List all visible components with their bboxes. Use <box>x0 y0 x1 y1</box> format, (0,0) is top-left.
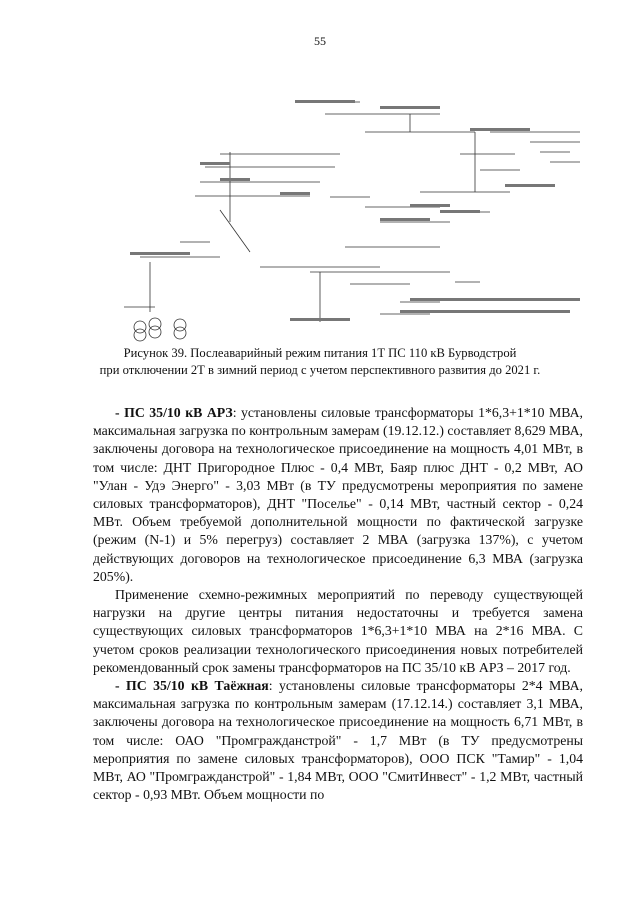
paragraph-measures <box>93 586 583 677</box>
paragraph-heading: - ПС 35/10 кВ Таёжная <box>115 678 269 694</box>
figure-caption <box>60 345 580 379</box>
network-diagram <box>110 92 585 342</box>
paragraph-taezhnaya <box>93 677 583 804</box>
body-text <box>93 404 583 804</box>
caption-line-2: при отключении 2Т в зимний период с учетом перспективного развития до 2021 г. <box>99 363 541 377</box>
paragraph-text: : установлены силовые трансформаторы 2*4 МВА, максимальная загрузка по контрольным замерам (17.12.14.) составляет 3,1 МВА, заключены договора на технологическое присоединение на мощность 6,71 МВт, в том числе: ОАО "Промгражданстрой" - 1,7 МВт (в ТУ предусмотрены мероприятия по замене силовых трансформаторов), ООО ПСК "Тамир" - 1,04 МВт, АО "Промгражданстрой" - 1,84 МВт, ООО "СмитИнвест" - 1,2 МВт, частный сектор - 0,93 МВт. Объем мощности по <box>93 678 583 803</box>
paragraph-text: Применение схемно-режимных мероприятий по переводу существующей нагрузки на другие центры питания недостаточны и требуется замена существующих силовых трансформаторов 1*6,3+1*10 МВА на 2*16 МВА. С учетом сроков реализации технологического присоединения новых потребителей рекомендованный срок замены трансформаторов на ПС 35/10 кВ АРЗ – 2017 год. <box>93 587 583 675</box>
paragraph-text: : установлены силовые трансформаторы 1*6,3+1*10 МВА, максимальная загрузка по контрольным замерам (19.12.12.) составляет 8,629 МВА, заключены договора на технологическое присоединение на мощность 4,01 МВт, в том числе: ДНТ Пригородное Плюс - 0,4 МВт, Баяр плюс ДНТ - 0,2 МВт, АО "Улан - Удэ Энерго" - 3,03 МВт (в ТУ предусмотрены мероприятия по замене силовых трансформаторов), ДНТ "Поселье" - 0,14 МВт, частный сектор - 0,24 МВт. Объем требуемой дополнительной мощности по фактической загрузке (режим (N-1) и 5% перегруз) составляет 2 МВА (загрузка 137%), с учетом действующих договоров на технологическое присоединение 6,3 МВА (загрузка 205%). <box>93 405 583 584</box>
caption-line-1: Рисунок 39. Послеаварийный режим питания 1Т ПС 110 кВ Бурводстрой <box>123 346 517 360</box>
paragraph-heading: - ПС 35/10 кВ АРЗ <box>115 405 233 420</box>
page-number: 55 <box>314 34 326 48</box>
paragraph-arz <box>93 404 583 586</box>
